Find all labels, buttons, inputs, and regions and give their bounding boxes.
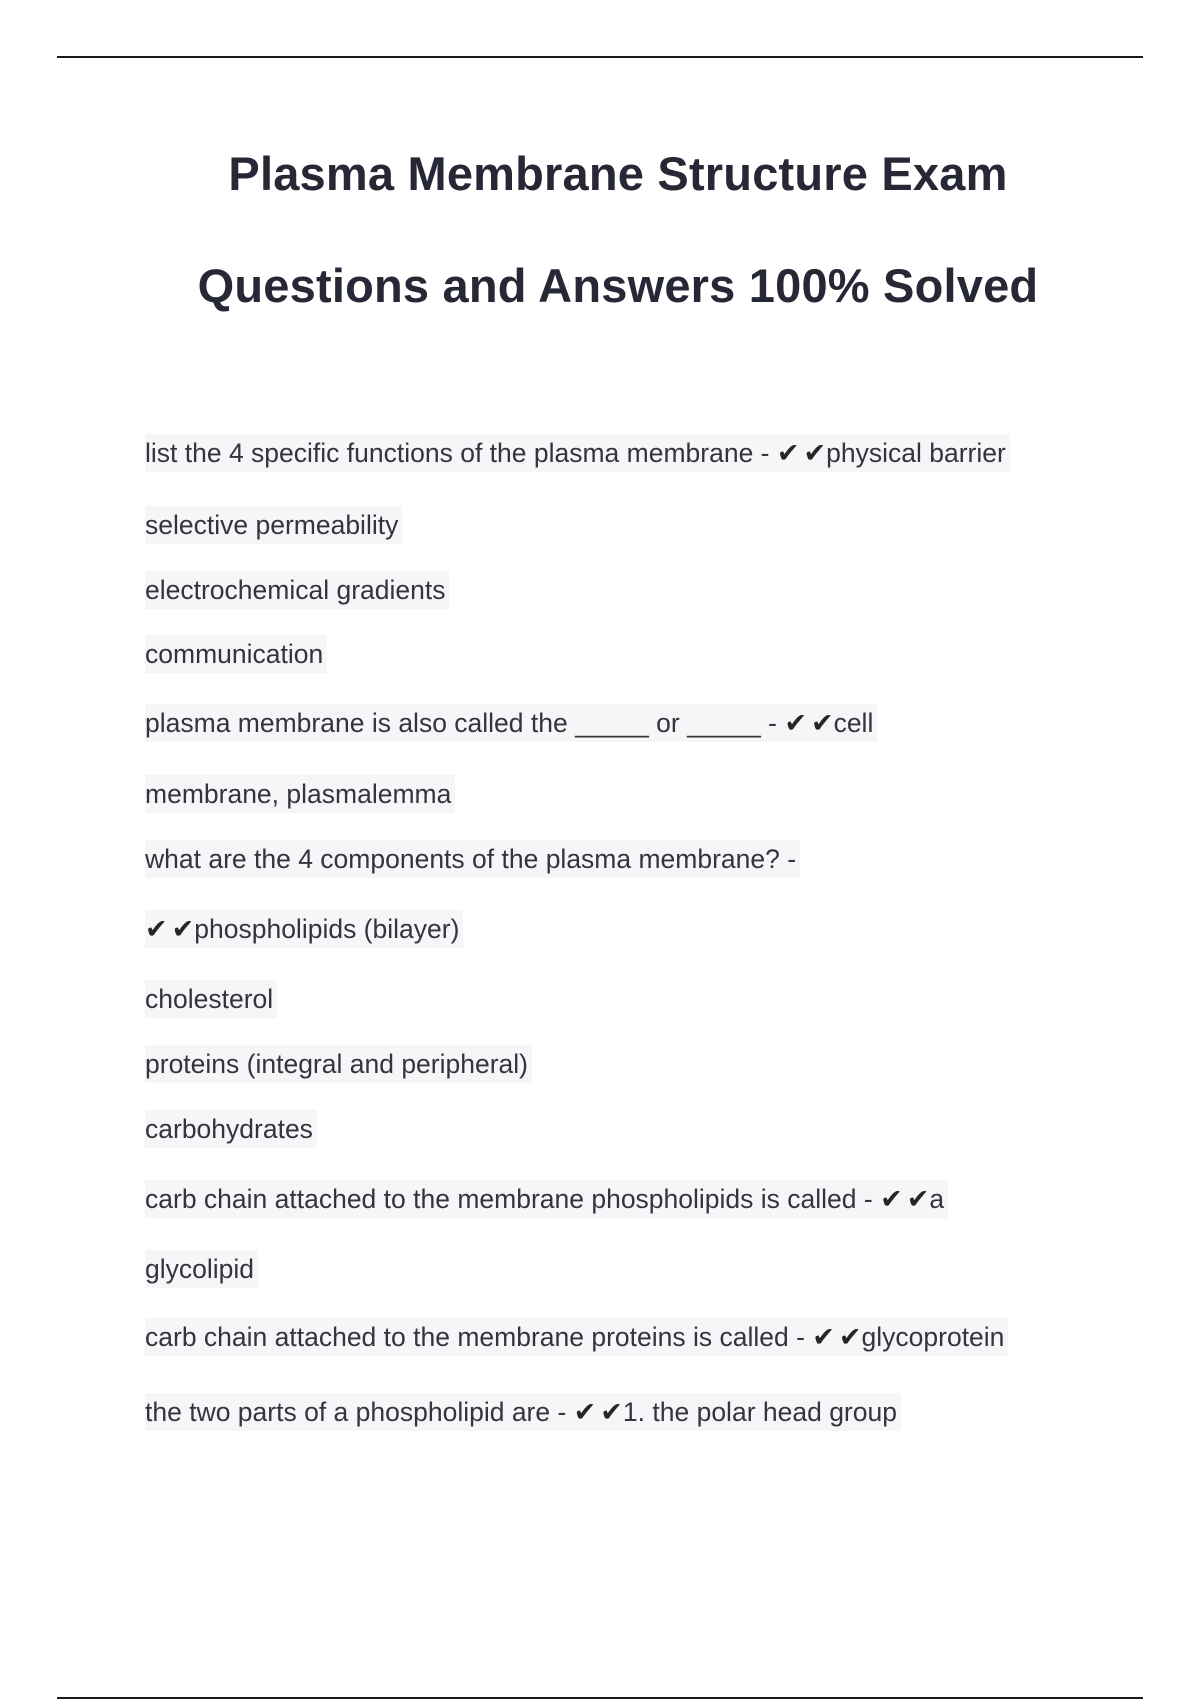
checkmark-icon: ✔ <box>838 1322 862 1352</box>
checkmark-icon: ✔ <box>880 1184 903 1214</box>
qa-line <box>145 434 1010 472</box>
document-title-line-1: Plasma Membrane Structure Exam <box>228 147 1008 200</box>
checkmark-icon: ✔ <box>145 914 168 944</box>
qa-text: what are the 4 components of the plasma membrane? - <box>145 844 797 874</box>
qa-text: plasma membrane is also called the _____ or _____ - <box>145 708 785 738</box>
checkmark-icon: ✔ <box>906 1184 930 1214</box>
checkmark-icon: ✔ <box>171 914 195 944</box>
qa-line <box>145 840 800 878</box>
qa-line <box>145 506 402 544</box>
qa-line <box>145 1318 1008 1356</box>
qa-text: carbohydrates <box>145 1114 313 1144</box>
qa-text: carb chain attached to the membrane proteins is called - <box>145 1322 813 1352</box>
qa-answer: glycoprotein <box>861 1322 1005 1352</box>
qa-text: glycolipid <box>145 1254 255 1284</box>
checkmark-icon: ✔ <box>600 1397 623 1427</box>
qa-text: selective permeability <box>145 510 399 540</box>
qa-answer: 1. the polar head group <box>622 1397 897 1427</box>
qa-answer: physical barrier <box>826 438 1006 468</box>
qa-line <box>145 775 455 813</box>
qa-text: proteins (integral and peripheral) <box>145 1049 528 1079</box>
document-title-line-2: Questions and Answers 100% Solved <box>197 259 1039 312</box>
qa-text: list the 4 specific functions of the plasma membrane - <box>145 438 777 468</box>
checkmark-icon: ✔ <box>776 438 800 468</box>
qa-line <box>145 1393 901 1431</box>
top-rule <box>57 56 1143 58</box>
qa-line <box>145 704 877 742</box>
qa-line <box>145 1180 948 1218</box>
checkmark-icon: ✔ <box>573 1397 597 1427</box>
checkmark-icon: ✔ <box>784 708 807 738</box>
qa-text: membrane, plasmalemma <box>145 779 452 809</box>
qa-line <box>145 635 327 673</box>
qa-line <box>145 980 277 1018</box>
qa-line <box>145 1250 258 1288</box>
qa-line <box>145 1045 532 1083</box>
qa-answer: a <box>929 1184 945 1214</box>
qa-text: electrochemical gradients <box>145 575 446 605</box>
checkmark-icon: ✔ <box>810 708 834 738</box>
qa-text: cholesterol <box>145 984 274 1014</box>
qa-text: the two parts of a phospholipid are - <box>145 1397 574 1427</box>
qa-answer: cell <box>833 708 874 738</box>
qa-text: carb chain attached to the membrane phospholipids is called - <box>145 1184 881 1214</box>
qa-line <box>145 1110 317 1148</box>
qa-line <box>145 571 449 609</box>
bottom-rule <box>57 1697 1143 1699</box>
checkmark-icon: ✔ <box>812 1322 835 1352</box>
qa-answer: phospholipids (bilayer) <box>194 914 460 944</box>
checkmark-icon: ✔ <box>803 438 827 468</box>
qa-line <box>145 910 463 948</box>
qa-text: communication <box>145 639 324 669</box>
